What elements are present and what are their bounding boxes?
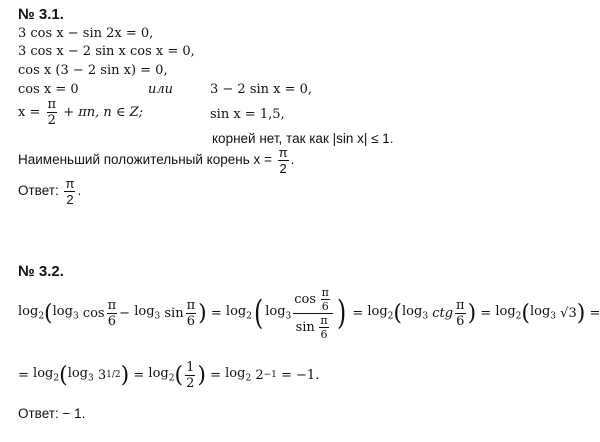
- dot: .: [77, 183, 82, 199]
- numerator: π: [278, 145, 288, 160]
- numerator: π: [47, 97, 57, 112]
- or-word: или: [148, 82, 174, 97]
- equals-sign: =: [210, 367, 221, 383]
- base-3: 3: [97, 367, 107, 383]
- log3-f: $\log_3$: [67, 366, 94, 384]
- fraction-cos-over-sin: cos $\frac{\pi}{6}$ sin $\frac{\pi}{6}$: [293, 287, 333, 340]
- denominator: 2: [279, 161, 287, 176]
- log3-a: $\log_3$: [52, 304, 79, 322]
- x-equals: x =: [18, 105, 41, 120]
- cos-label: cos: [82, 305, 105, 321]
- fraction-pi-over-6: $\frac{\pi}{6}$: [456, 297, 465, 329]
- equals-sign: =: [18, 367, 29, 383]
- equals-sign: =: [589, 305, 600, 321]
- log2-f: $\log_2$: [148, 366, 175, 384]
- result: = −1.: [281, 367, 320, 383]
- paren-open: (: [521, 300, 530, 326]
- numerator: π: [65, 176, 75, 191]
- paren-open: (: [393, 300, 402, 326]
- answer-3-2: Ответ: − 1.: [18, 406, 86, 421]
- log3-d: $\log_3$: [402, 304, 429, 322]
- paren-open: (: [44, 300, 53, 326]
- log2-c: $\log_2$: [367, 304, 394, 322]
- log3-b: $\log_3$: [134, 304, 161, 322]
- paren-close: ): [576, 300, 586, 326]
- equals-sign: =: [210, 305, 222, 321]
- fraction-pi-over-2: [47, 98, 58, 127]
- paren-close: ): [467, 300, 477, 326]
- power-base: 2: [255, 367, 264, 383]
- paren-open: (: [59, 362, 68, 388]
- no-roots-text: корней нет, так как |sin x| ≤ 1.: [212, 131, 394, 146]
- equals-sign: =: [480, 305, 492, 321]
- equation-line-4b: 3 − 2 sin x = 0,: [210, 82, 313, 97]
- paren-open: (: [174, 362, 184, 388]
- sqrt-3: √3: [560, 305, 577, 321]
- problem-3-2-title: № 3.2.: [18, 263, 64, 280]
- log2-e: $\log_2$: [33, 366, 60, 384]
- log-equation-line-1: [18, 285, 600, 341]
- fraction-pi-over-2: [278, 146, 289, 175]
- paren-close: ): [197, 362, 206, 388]
- fraction-pi-over-2: [64, 177, 75, 206]
- problem-3-1-title: № 3.1.: [18, 6, 64, 23]
- answer-label: Ответ:: [18, 183, 59, 199]
- dot: .: [290, 152, 295, 168]
- equation-line-4a: cos x = 0: [18, 82, 79, 97]
- log2-b: $\log_2$: [225, 304, 252, 322]
- log2-a: $\log_2$: [18, 304, 45, 322]
- equation-line-3: cos x (3 − 2 sin x) = 0,: [18, 63, 168, 78]
- smallest-root-line: [18, 146, 294, 175]
- fraction-pi-over-6: $\frac{\pi}{6}$: [186, 297, 196, 329]
- fraction-pi-over-6: $\frac{\pi}{6}$: [107, 297, 117, 329]
- log2-d: $\log_2$: [495, 304, 522, 322]
- paren-close: ): [120, 362, 130, 388]
- log3-c: $\log_3$: [265, 304, 292, 322]
- exponent-half: 1/2: [106, 370, 121, 380]
- equation-line-2: 3 cos x − 2 sin x cos x = 0,: [18, 44, 195, 59]
- equation-line-1: 3 cos x − sin 2x = 0,: [18, 26, 154, 41]
- log3-e: $\log_3$: [529, 304, 557, 322]
- fraction-one-half: $\frac{1}{2}$: [186, 359, 195, 391]
- sin-label: sin: [164, 305, 184, 321]
- equals-sign: =: [133, 367, 145, 383]
- smallest-root-label: Наименьший положительный корень x =: [18, 152, 272, 168]
- minus-sign: −: [119, 305, 131, 321]
- paren-open-large: (: [253, 293, 264, 333]
- log-equation-line-2: [18, 356, 319, 394]
- denominator: 2: [47, 113, 56, 128]
- answer-3-1: [18, 177, 81, 206]
- paren-close-large: ): [336, 293, 347, 333]
- x-period: + πn, n ∈ Z;: [63, 105, 144, 120]
- log2-g: $\log_2$: [225, 366, 252, 384]
- paren-close: ): [198, 300, 207, 326]
- equals-sign: =: [352, 305, 364, 321]
- equation-line-5b: sin x = 1,5,: [210, 107, 285, 122]
- ctg-label: ctg: [432, 305, 454, 321]
- denominator: 2: [66, 192, 74, 207]
- solution-x: [18, 98, 143, 127]
- power-exponent: −1: [263, 370, 277, 380]
